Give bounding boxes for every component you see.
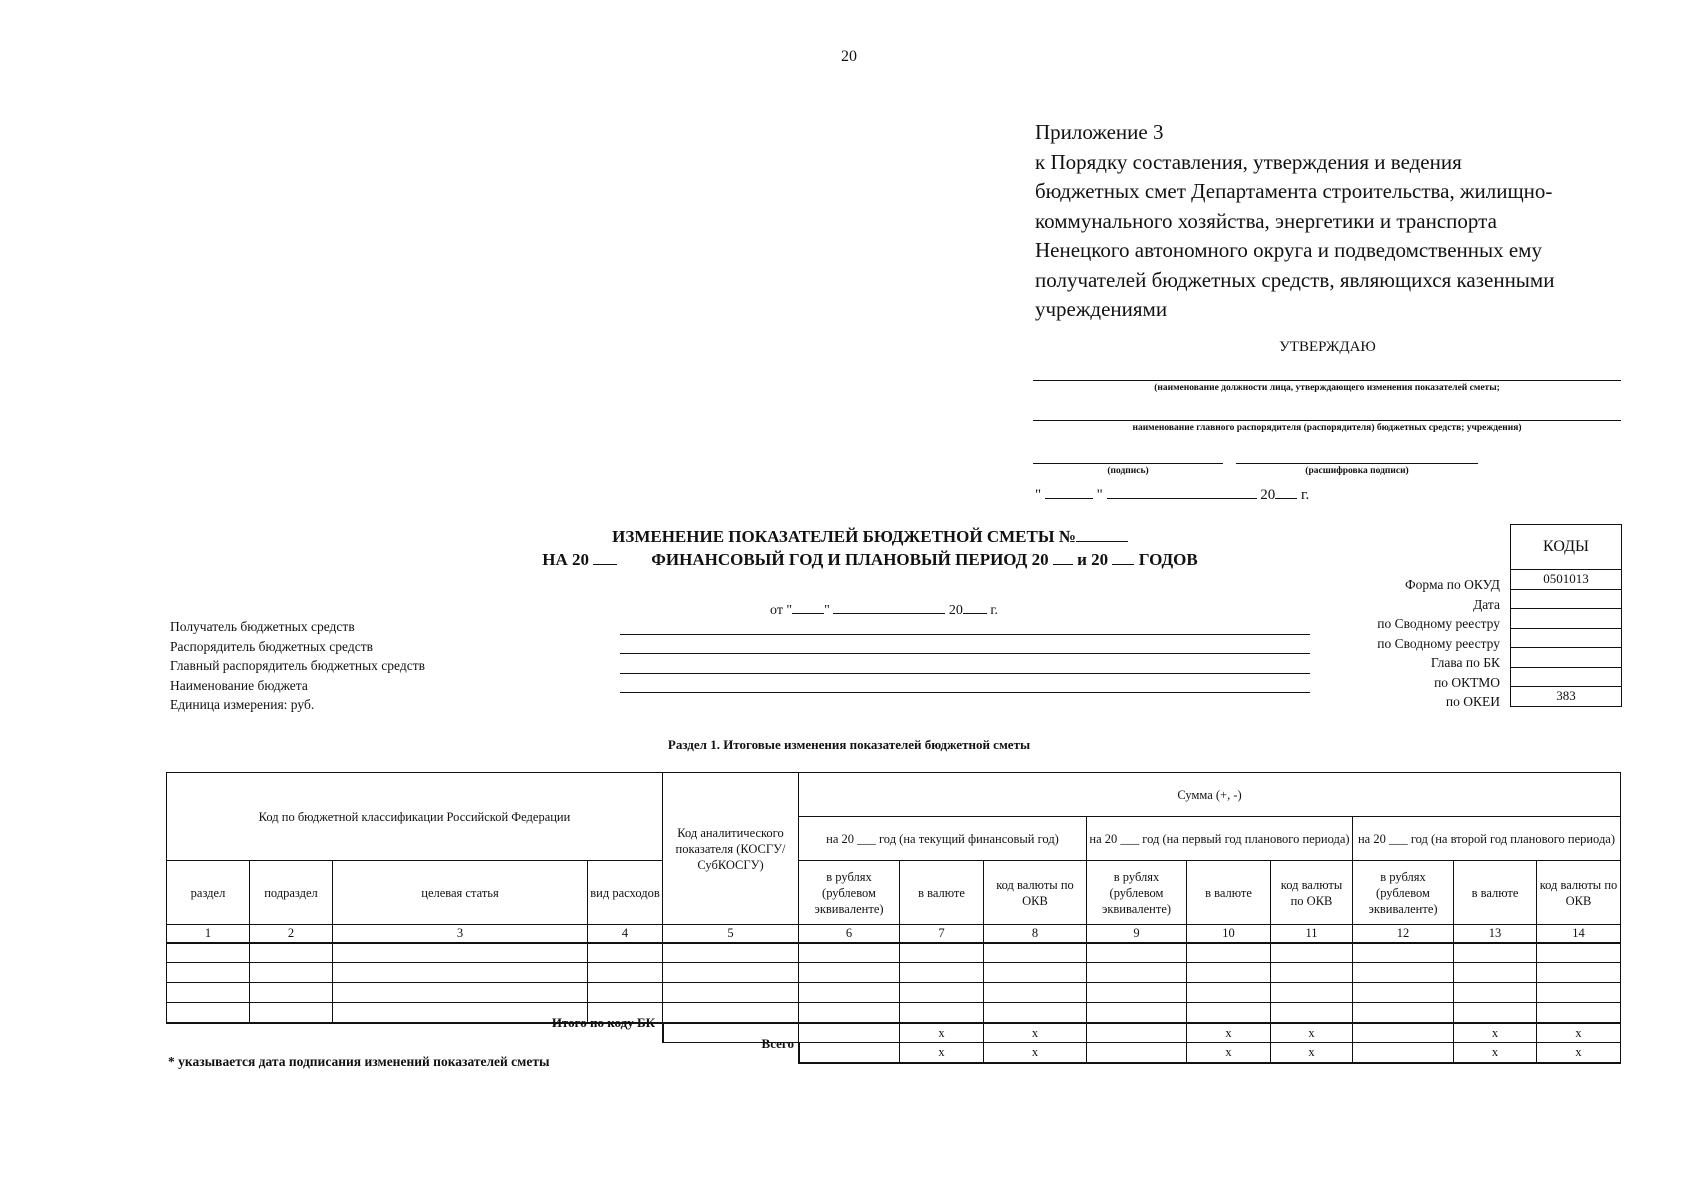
code-label-oktmo: по ОКТМО	[1434, 674, 1500, 690]
x-mark: x	[1271, 1043, 1353, 1063]
year-prefix: 20	[1260, 487, 1276, 503]
header-okv: код валюты по ОКВ	[1537, 861, 1621, 925]
code-registry-2[interactable]	[1511, 629, 1621, 649]
appendix-block	[1035, 118, 1635, 325]
header-val: в валюте	[1187, 861, 1271, 925]
code-label-registry: по Сводному реестру	[1377, 635, 1500, 651]
col-number: 10	[1187, 925, 1271, 943]
col-number: 14	[1537, 925, 1621, 943]
plan-year-2-field[interactable]	[1112, 549, 1134, 565]
appendix-line: получателей бюджетных средств, являющихся казенными	[1035, 267, 1555, 292]
chief-manager-line[interactable]	[620, 673, 1310, 674]
code-glava[interactable]	[1511, 648, 1621, 668]
budget-name-line[interactable]	[620, 692, 1310, 693]
approval-title: УТВЕРЖДАЮ	[1279, 339, 1376, 355]
appendix-line: Ненецкого автономного округа и подведомственных ему	[1035, 238, 1542, 262]
col-number: 11	[1271, 925, 1353, 943]
position-caption: (наименование должности лица, утверждающего изменения показателей сметы;	[1154, 383, 1500, 393]
total-bk-label: Итого по коду БК	[551, 1015, 655, 1030]
header-period-current: на 20 ___ год (на текущий финансовый год)	[799, 817, 1087, 861]
label-chief-manager: Главный распорядитель бюджетных средств	[170, 658, 425, 673]
header-bk: Код по бюджетной классификации Российской Федерации	[167, 773, 663, 861]
organization-caption: наименование главного распорядителя (распорядителя) бюджетных средств; учреждения)	[1132, 423, 1522, 433]
table-row[interactable]	[167, 943, 1621, 963]
year-field[interactable]	[963, 598, 987, 614]
col-number: 5	[663, 925, 799, 943]
code-label-date: Дата	[1473, 596, 1500, 612]
label-budget-name: Наименование бюджета	[170, 677, 308, 693]
header-rub: в рублях (рублевом эквиваленте)	[1087, 861, 1187, 925]
table-row[interactable]	[167, 1003, 1621, 1023]
decoding-caption: (расшифровка подписи)	[1305, 466, 1409, 476]
header-okv: код валюты по ОКВ	[1271, 861, 1353, 925]
header-period-second: на 20 ___ год (на второй год планового периода)	[1353, 817, 1621, 861]
quote-close: "	[1096, 487, 1103, 503]
header-rub: в рублях (рублевом эквиваленте)	[799, 861, 900, 925]
col-number: 3	[333, 925, 588, 943]
code-okei[interactable]: 383	[1556, 688, 1576, 703]
label-manager: Распорядитель бюджетных средств	[170, 638, 373, 654]
x-mark: x	[1271, 1023, 1353, 1043]
signature-line[interactable]	[1033, 463, 1223, 464]
day-field[interactable]	[1045, 483, 1093, 499]
month-field[interactable]	[833, 598, 945, 614]
header-val: в валюте	[1454, 861, 1537, 925]
year-field[interactable]	[593, 549, 617, 565]
section-title: Раздел 1. Итоговые изменения показателей бюджетной сметы	[667, 737, 1031, 752]
header-sum: Сумма (+, -)	[799, 773, 1621, 817]
year-suffix: г.	[1301, 487, 1310, 503]
header-okv: код валюты по ОКВ	[984, 861, 1087, 925]
signature-caption: (подпись)	[1107, 466, 1149, 476]
quote-open: "	[1035, 487, 1042, 503]
code-label-okud: Форма по ОКУД	[1404, 577, 1500, 592]
label-unit: Единица измерения: руб.	[170, 697, 315, 712]
organization-line[interactable]	[1033, 420, 1621, 421]
x-mark: x	[900, 1023, 984, 1043]
header-val: в валюте	[900, 861, 984, 925]
header-rub: в рублях (рублевом эквиваленте)	[1353, 861, 1454, 925]
x-mark: x	[1187, 1023, 1271, 1043]
table-row[interactable]	[167, 983, 1621, 1003]
col-number: 1	[167, 925, 250, 943]
table-row[interactable]	[167, 963, 1621, 983]
label-recipient: Получатель бюджетных средств	[170, 619, 355, 634]
x-mark: x	[1537, 1023, 1621, 1043]
col-number: 9	[1087, 925, 1187, 943]
header-razdel: раздел	[167, 861, 250, 925]
document-title	[520, 525, 1220, 571]
codes-box	[1510, 524, 1622, 707]
total-all-label: Всего	[761, 1036, 794, 1051]
code-oktmo[interactable]	[1511, 668, 1621, 688]
x-mark: x	[1537, 1043, 1621, 1063]
col-number: 4	[588, 925, 663, 943]
footnote: * указывается дата подписания изменений показателей сметы	[168, 1054, 550, 1069]
position-line[interactable]	[1033, 380, 1621, 381]
x-mark: x	[984, 1043, 1087, 1063]
code-label-glava: Глава по БК	[1430, 655, 1500, 670]
plan-year-1-field[interactable]	[1053, 549, 1073, 565]
header-analytic: Код аналитического показателя (КОСГУ/ СубКОСГУ)	[663, 773, 799, 925]
col-number: 13	[1454, 925, 1537, 943]
codes-header: КОДЫ	[1511, 525, 1621, 570]
col-number: 7	[900, 925, 984, 943]
year-field[interactable]	[1275, 483, 1297, 499]
header-period-first: на 20 ___ год (на первый год планового периода)	[1087, 817, 1353, 861]
appendix-line: учреждениями	[1035, 297, 1168, 321]
month-field[interactable]	[1107, 483, 1257, 499]
appendix-line: бюджетных смет Департамента строительства, жилищно-	[1035, 179, 1553, 203]
appendix-line: коммунального хозяйства, энергетики и транспорта	[1035, 208, 1497, 233]
code-label-okei: по ОКЕИ	[1445, 694, 1500, 709]
number-field[interactable]	[1076, 526, 1128, 542]
codes-labels	[1300, 575, 1500, 712]
x-mark: x	[1187, 1043, 1271, 1063]
total-bk-row	[167, 1023, 1621, 1043]
approval-date	[1035, 483, 1309, 504]
code-label-registry: по Сводному реестру	[1377, 616, 1500, 631]
day-field[interactable]	[792, 598, 824, 614]
code-okud[interactable]: 0501013	[1511, 570, 1621, 590]
header-vid: вид расходов	[588, 861, 663, 925]
appendix-title: Приложение 3	[1035, 120, 1164, 144]
x-mark: x	[1454, 1043, 1537, 1063]
header-podrazdel: подраздел	[250, 861, 333, 925]
code-registry-1[interactable]	[1511, 609, 1621, 629]
col-number: 2	[250, 925, 333, 943]
header-statya: целевая статья	[333, 861, 588, 925]
col-number: 12	[1353, 925, 1454, 943]
code-date[interactable]	[1511, 590, 1621, 610]
document-date: от " " 20 г.	[770, 598, 998, 619]
col-number: 6	[799, 925, 900, 943]
x-mark: x	[900, 1043, 984, 1063]
signature-decoding-line[interactable]	[1236, 463, 1478, 464]
x-mark: x	[984, 1023, 1087, 1043]
title-line-1: ИЗМЕНЕНИЕ ПОКАЗАТЕЛЕЙ БЮДЖЕТНОЙ СМЕТЫ №	[520, 525, 1220, 548]
indicators-table	[166, 772, 1621, 1064]
appendix-line: к Порядку составления, утверждения и ведения	[1035, 149, 1462, 174]
x-mark: x	[1454, 1023, 1537, 1043]
col-number: 8	[984, 925, 1087, 943]
title-line-2: НА 20 ФИНАНСОВЫЙ ГОД И ПЛАНОВЫЙ ПЕРИОД 20 и 20 ГОДОВ	[542, 550, 1198, 569]
recipient-labels	[170, 617, 425, 715]
manager-line[interactable]	[620, 653, 1310, 654]
page-number: 20	[841, 48, 857, 65]
recipient-line[interactable]	[620, 634, 1310, 635]
